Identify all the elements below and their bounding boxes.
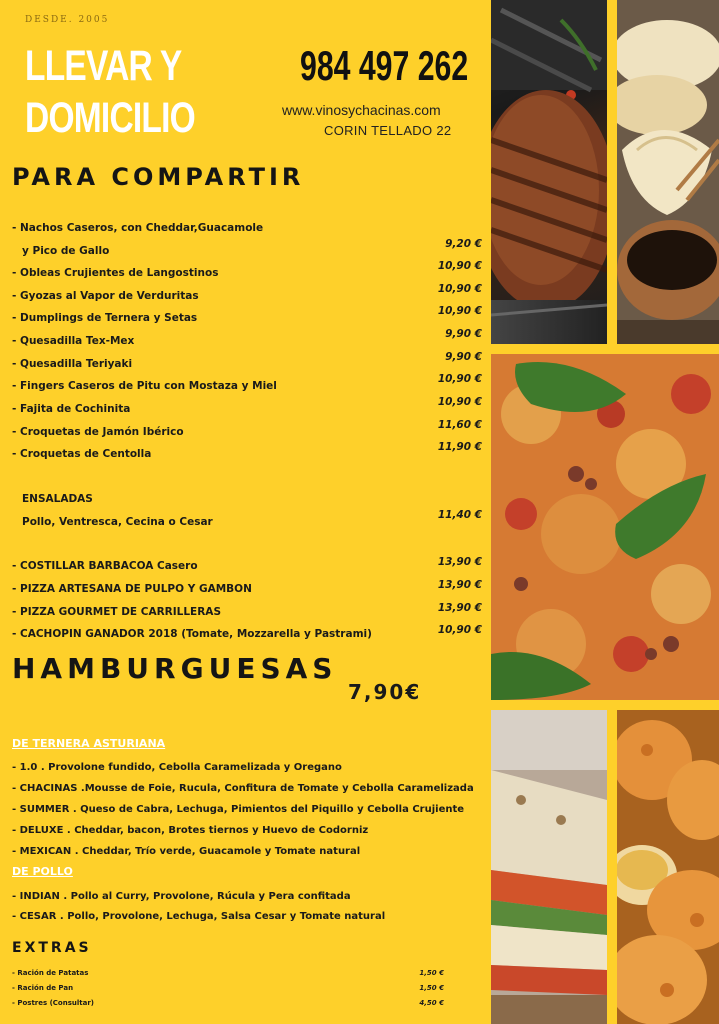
menu-item: - Fingers Caseros de Pitu con Mostaza y Miel 10,90 € xyxy=(12,373,482,392)
ensaladas-heading: ENSALADAS xyxy=(22,493,93,505)
quesadilla-photo xyxy=(491,710,607,1024)
burger-item: - INDIAN . Pollo al Curry, Provolone, Rúcula y Pera confitada xyxy=(12,891,351,902)
menu-item: - PIZZA ARTESANA DE PULPO Y GAMBON 13,90 € xyxy=(12,579,482,595)
burger-item: - CHACINAS .Mousse de Foie, Rucula, Confitura de Tomate y Cebolla Caramelizada xyxy=(12,783,474,794)
title-line-1: LLEVAR Y xyxy=(25,42,182,90)
section-heading-compartir: PARA COMPARTIR xyxy=(12,163,305,191)
since-label: DESDE. 2005 xyxy=(25,15,110,25)
address: CORIN TELLADO 22 xyxy=(324,123,452,138)
menu-item: - Fajita de Cochinita 10,90 € xyxy=(12,396,482,415)
menu-item: - Quesadilla Teriyaki 9,90 € xyxy=(12,351,482,370)
phone-number[interactable]: 984 497 262 xyxy=(300,42,469,89)
menu-item: - PIZZA GOURMET DE CARRILLERAS 13,90 € xyxy=(12,602,482,618)
gyoza-photo xyxy=(617,0,719,344)
burger-item: - CESAR . Pollo, Provolone, Lechuga, Salsa Cesar y Tomate natural xyxy=(12,911,386,922)
extra-item: - Ración de Patatas 1,50 € xyxy=(12,969,444,977)
menu-item: - COSTILLAR BARBACOA Casero 13,90 € xyxy=(12,556,482,572)
menu-item: - Croquetas de Jamón Ibérico 11,60 € xyxy=(12,419,482,438)
menu-item: y Pico de Gallo 9,20 € xyxy=(22,238,482,257)
website-link[interactable]: www.vinosychacinas.com xyxy=(282,102,441,118)
menu-item: - Gyozas al Vapor de Verduritas 10,90 € xyxy=(12,283,482,302)
section-heading-hamburguesas: HAMBURGUESAS xyxy=(12,652,338,685)
pizza-photo xyxy=(491,354,719,700)
menu-item: - Nachos Caseros, con Cheddar,Guacamole xyxy=(12,222,264,234)
extra-item: - Postres (Consultar) 4,50 € xyxy=(12,999,444,1007)
chicken-photo xyxy=(617,710,719,1024)
menu-item: - CACHOPIN GANADOR 2018 (Tomate, Mozzarella y Pastrami) 10,90 € xyxy=(12,624,482,640)
burger-item: - SUMMER . Queso de Cabra, Lechuga, Pimientos del Piquillo y Cebolla Crujiente xyxy=(12,804,465,815)
burger-item: - DELUXE . Cheddar, bacon, Brotes tiernos y Huevo de Codorniz xyxy=(12,825,369,836)
steak-photo xyxy=(491,0,607,344)
ternera-heading: DE TERNERA ASTURIANA xyxy=(12,737,166,750)
menu-item: - Dumplings de Ternera y Setas 10,90 € xyxy=(12,305,482,324)
title-line-2: DOMICILIO xyxy=(25,94,195,142)
hamburguesas-price: 7,90€ xyxy=(348,680,422,704)
pollo-heading: DE POLLO xyxy=(12,865,73,878)
page-title xyxy=(25,40,197,144)
menu-item: Pollo, Ventresca, Cecina o Cesar 11,40 € xyxy=(22,509,482,528)
section-heading-extras: EXTRAS xyxy=(12,940,92,956)
menu-item: - Obleas Crujientes de Langostinos 10,90 € xyxy=(12,260,482,279)
burger-item: - 1.0 . Provolone fundido, Cebolla Caramelizada y Oregano xyxy=(12,762,342,773)
menu-item: - Quesadilla Tex-Mex 9,90 € xyxy=(12,328,482,347)
burger-item: - MEXICAN . Cheddar, Trío verde, Guacamole y Tomate natural xyxy=(12,846,361,857)
extra-item: - Ración de Pan 1,50 € xyxy=(12,984,444,992)
menu-item: - Croquetas de Centolla 11,90 € xyxy=(12,441,482,460)
